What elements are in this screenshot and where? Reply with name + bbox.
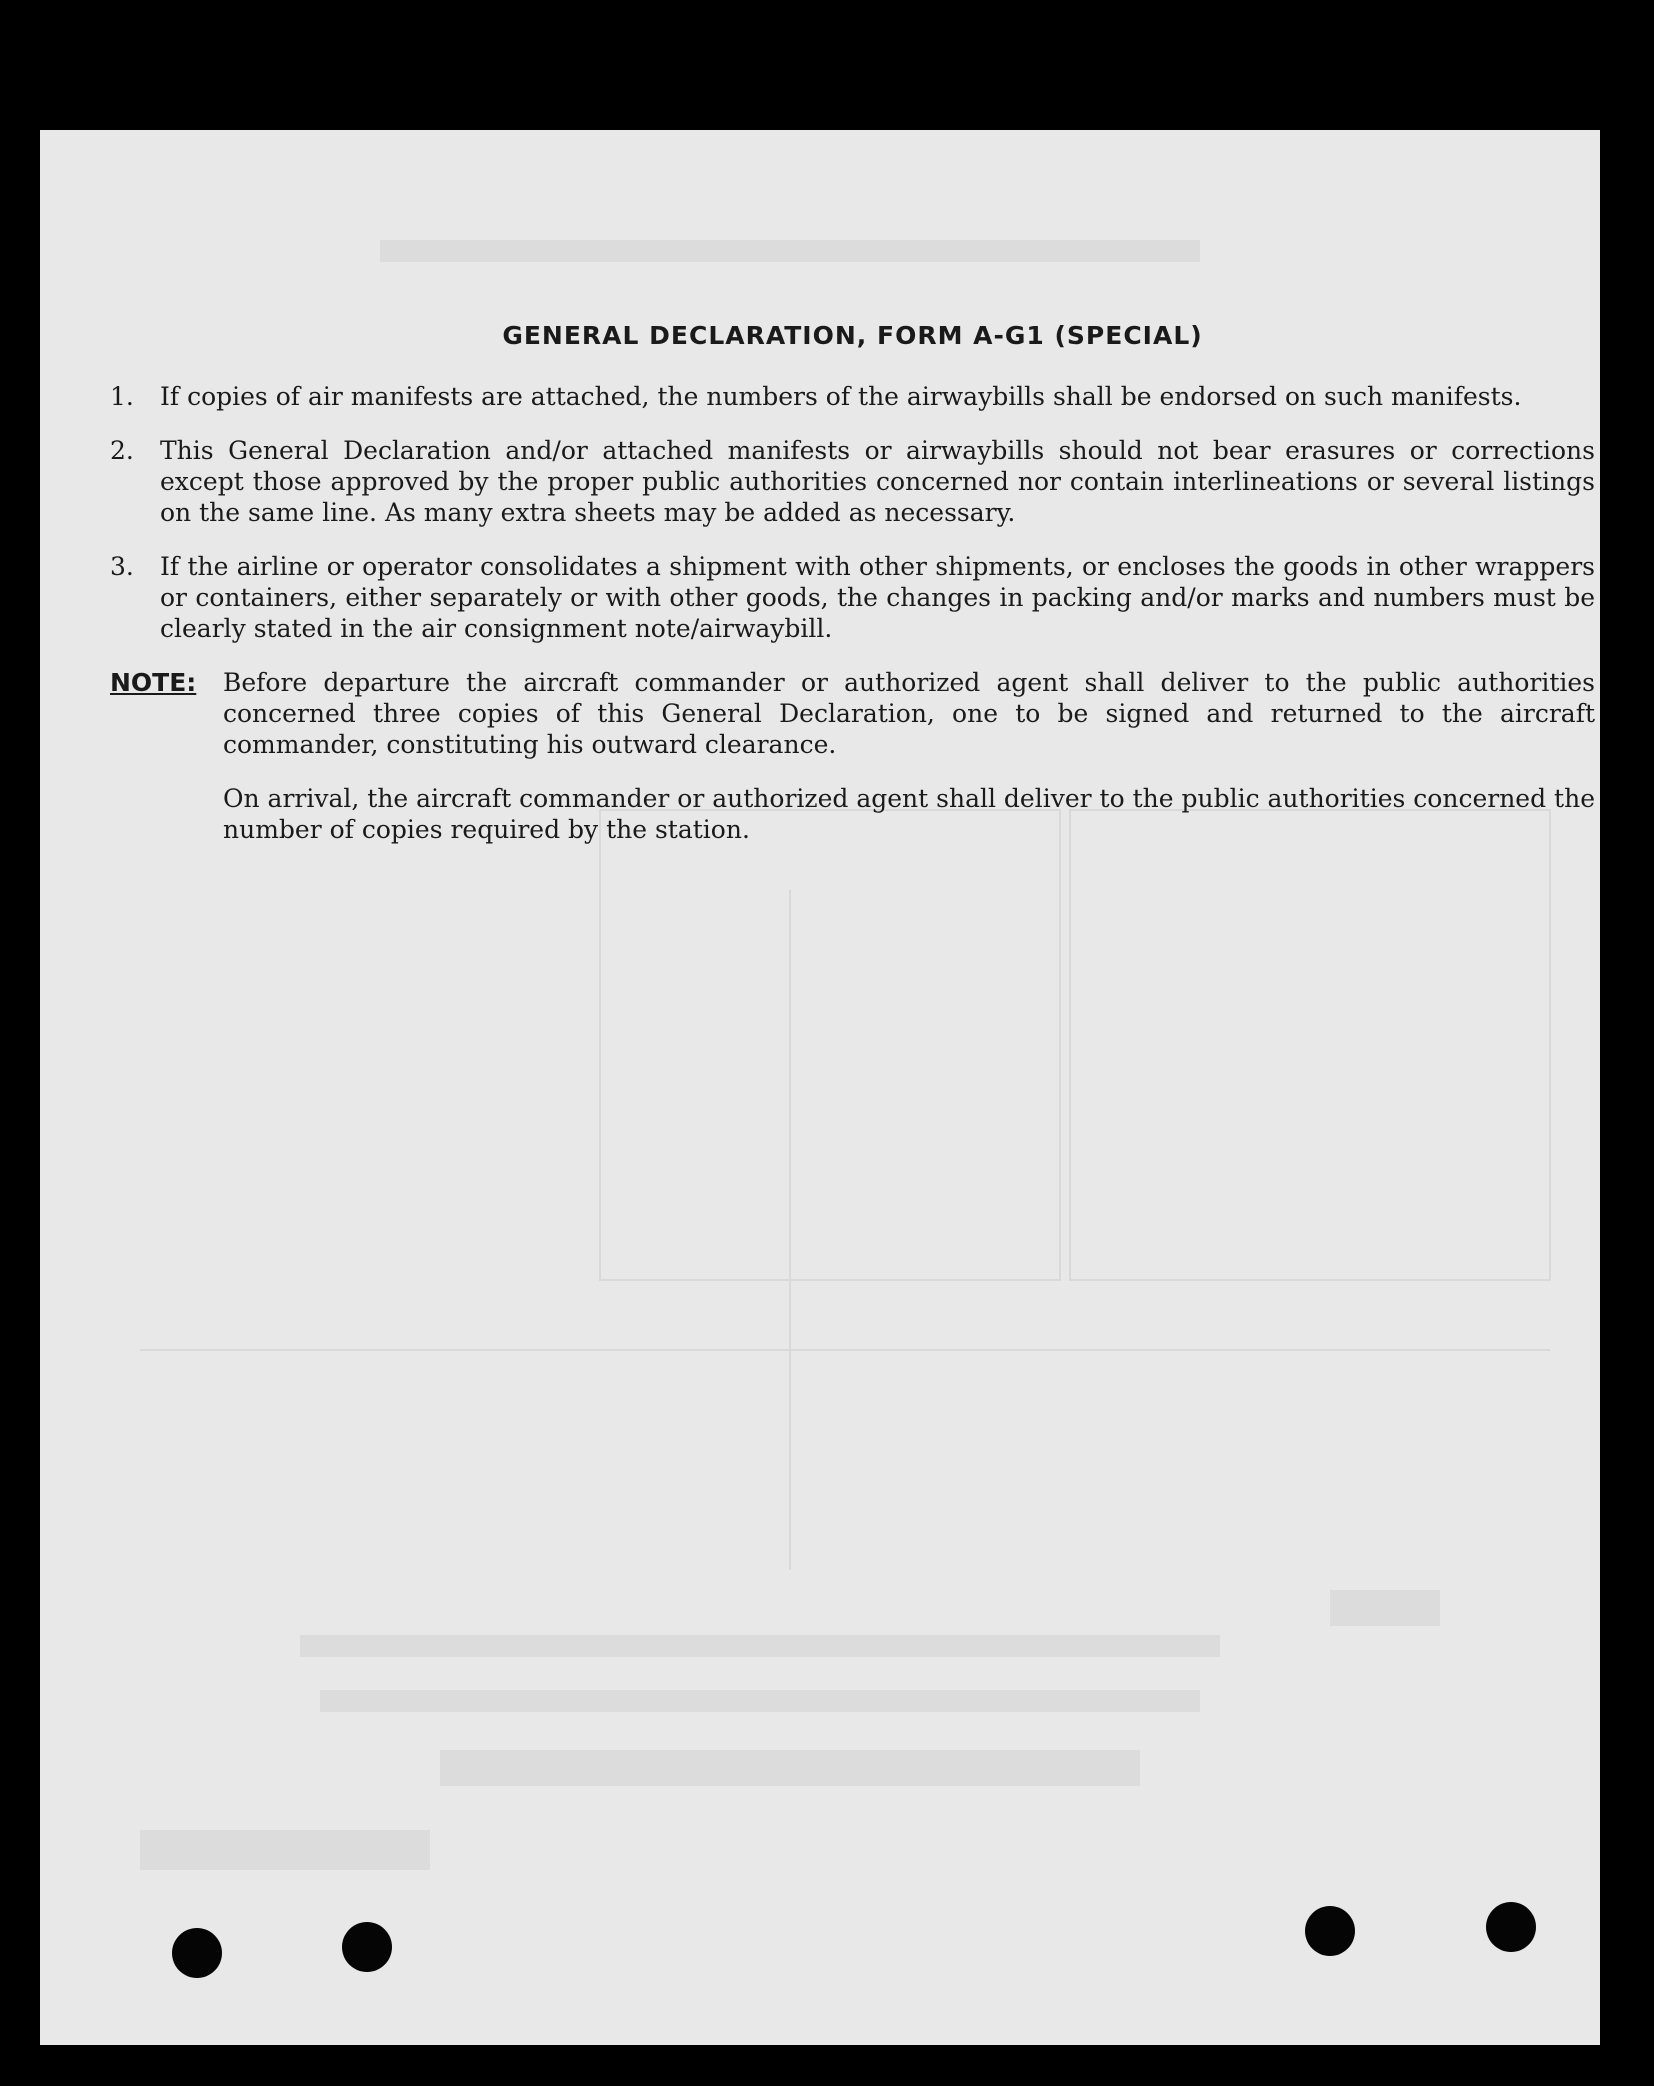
punch-hole xyxy=(1305,1906,1355,1956)
item-number: 3. xyxy=(110,552,134,581)
punch-hole xyxy=(1486,1902,1536,1952)
page-title: GENERAL DECLARATION, FORM A-G1 (SPECIAL) xyxy=(502,321,1203,350)
list-item xyxy=(110,435,1595,528)
punch-hole xyxy=(172,1928,222,1978)
item-number: 2. xyxy=(110,436,134,465)
item-text: If the airline or operator consolidates a shipment with other shipments, or encloses the goods in other wrappers or containers, either separately or with other goods, the changes in packing and/or marks and numbers must be clearly stated in the air consignment note/airwaybill. xyxy=(160,552,1595,643)
list-item xyxy=(110,381,1595,412)
note-label: NOTE: xyxy=(110,668,197,697)
document-page xyxy=(40,130,1600,2045)
list-item xyxy=(110,551,1595,644)
note-paragraph-arrival: On arrival, the aircraft commander or authorized agent shall deliver to the public authorities concerned the number of copies required by the station. xyxy=(223,784,1595,844)
note-block xyxy=(110,667,1595,760)
punch-hole xyxy=(342,1922,392,1972)
item-number: 1. xyxy=(110,382,134,411)
declaration-body xyxy=(110,320,1595,845)
item-text: This General Declaration and/or attached manifests or airwaybills should not bear erasures or corrections except those approved by the proper public authorities concerned nor contain interlineations or several listings on the same line. As many extra sheets may be added as necessary. xyxy=(160,436,1595,527)
note-paragraph: Before departure the aircraft commander or authorized agent shall deliver to the public authorities concerned three copies of this General Declaration, one to be signed and returned to the aircraft commander, constituting his outward clearance. xyxy=(223,668,1595,759)
item-text: If copies of air manifests are attached, the numbers of the airwaybills shall be endorsed on such manifests. xyxy=(160,382,1522,411)
